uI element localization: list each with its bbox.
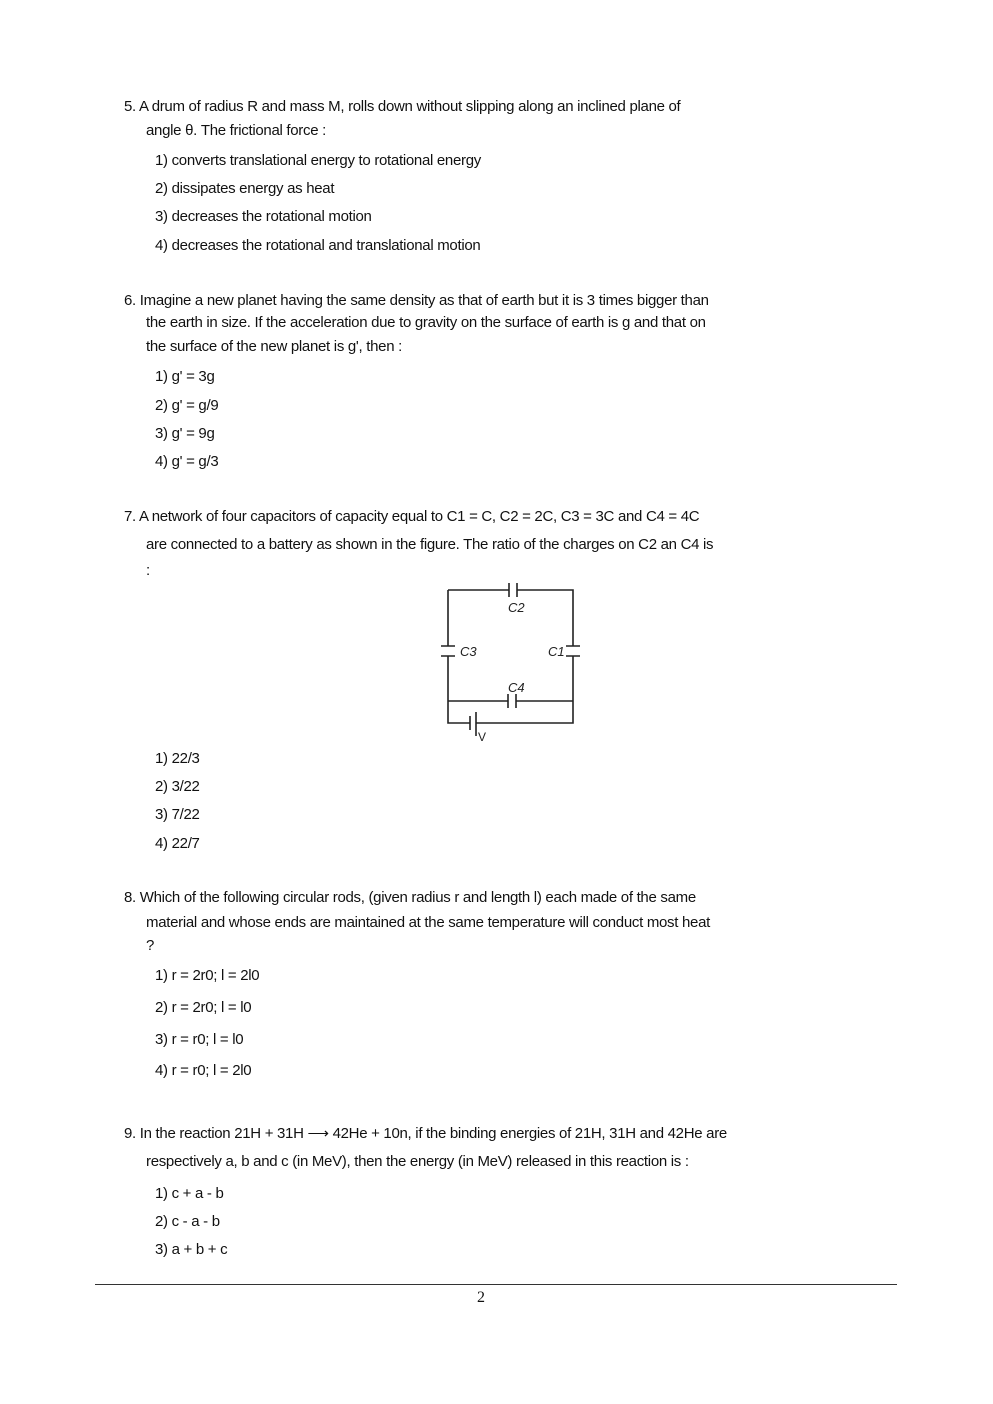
q6-option-1: 1) g' = 3g xyxy=(155,368,215,385)
q5-option-4: 4) decreases the rotational and translational motion xyxy=(155,237,481,254)
q9-option-2: 2) c - a - b xyxy=(155,1213,220,1230)
q9-option-3: 3) a + b + c xyxy=(155,1241,228,1258)
q7-line-2: are connected to a battery as shown in the figure. The ratio of the charges on C2 an C4 is xyxy=(146,536,714,553)
q6-option-2: 2) g' = g/9 xyxy=(155,397,219,414)
q5-line-1: 5. A drum of radius R and mass M, rolls down without slipping along an inclined plane of xyxy=(124,98,681,115)
label-c4: C4 xyxy=(508,680,525,695)
q8-line-3: ? xyxy=(146,937,155,954)
q8-option-3: 3) r = r0; l = l0 xyxy=(155,1031,244,1048)
q6-line-2: the earth in size. If the acceleration due to gravity on the surface of earth is g and that on xyxy=(146,314,706,331)
q7-line-1: 7. A network of four capacitors of capacity equal to C1 = C, C2 = 2C, C3 = 3C and C4 = 4C xyxy=(124,508,700,525)
q8-option-4: 4) r = r0; l = 2l0 xyxy=(155,1062,252,1079)
q5-option-2: 2) dissipates energy as heat xyxy=(155,180,335,197)
q9-line-2: respectively a, b and c (in MeV), then the energy (in MeV) released in this reaction is : xyxy=(146,1153,689,1170)
q5-option-1: 1) converts translational energy to rotational energy xyxy=(155,152,481,169)
q5-line-2: angle θ. The frictional force : xyxy=(146,122,326,139)
q7-line-3: : xyxy=(146,562,150,579)
q8-line-1: 8. Which of the following circular rods, (given radius r and length l) each made of the same xyxy=(124,889,696,906)
q6-option-3: 3) g' = 9g xyxy=(155,425,215,442)
q7-option-1: 1) 22/3 xyxy=(155,750,200,767)
label-c1: C1 xyxy=(548,644,565,659)
q7-option-2: 2) 3/22 xyxy=(155,778,200,795)
q6-line-1: 6. Imagine a new planet having the same density as that of earth but it is 3 times bigger than xyxy=(124,292,709,309)
label-v: V xyxy=(478,730,487,744)
q6-line-3: the surface of the new planet is g', then : xyxy=(146,338,402,355)
q9-option-1: 1) c + a - b xyxy=(155,1185,224,1202)
capacitor-circuit-figure xyxy=(436,578,596,748)
q6-option-4: 4) g' = g/3 xyxy=(155,453,219,470)
q8-line-2: material and whose ends are maintained at the same temperature will conduct most heat xyxy=(146,914,710,931)
label-c2: C2 xyxy=(508,600,525,615)
q7-option-4: 4) 22/7 xyxy=(155,835,200,852)
q9-line-1: 9. In the reaction 21H + 31H ⟶ 42He + 10n, if the binding energies of 21H, 31H and 42He are xyxy=(124,1125,727,1142)
q8-option-1: 1) r = 2r0; l = 2l0 xyxy=(155,967,260,984)
q7-option-3: 3) 7/22 xyxy=(155,806,200,823)
footer-divider xyxy=(95,1284,897,1285)
page-number: 2 xyxy=(477,1289,485,1306)
label-c3: C3 xyxy=(460,644,477,659)
q8-option-2: 2) r = 2r0; l = l0 xyxy=(155,999,252,1016)
q5-option-3: 3) decreases the rotational motion xyxy=(155,208,372,225)
